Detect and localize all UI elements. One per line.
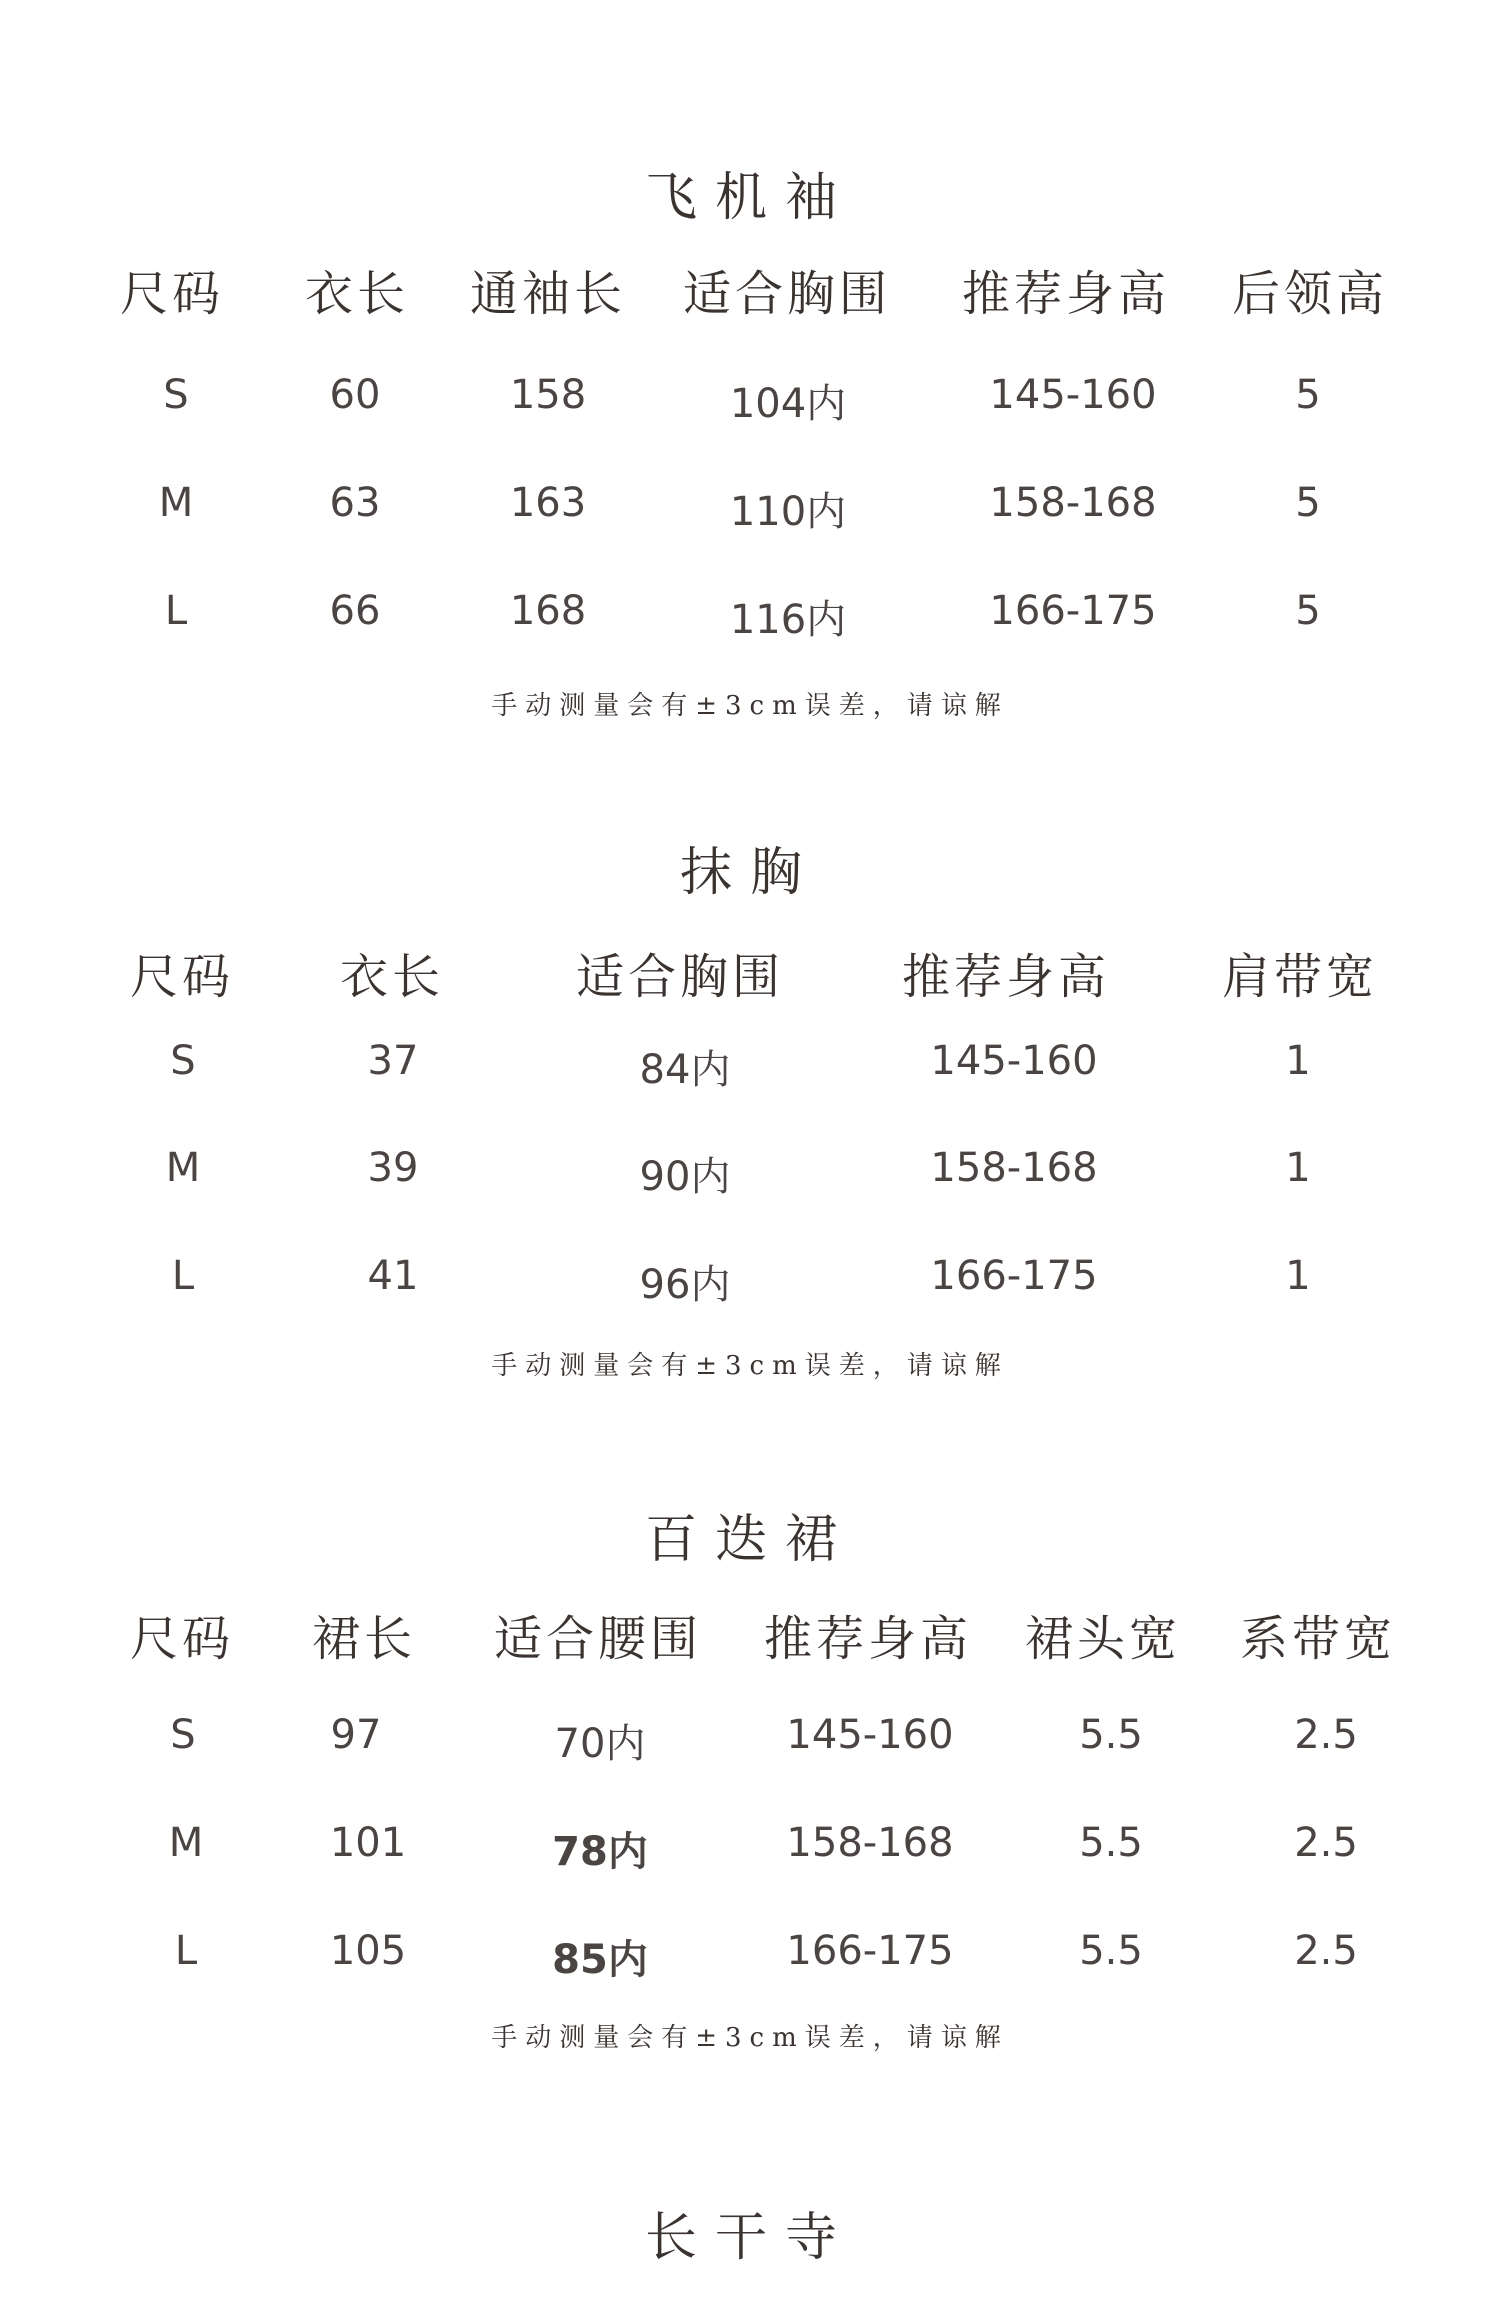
section-title-tube-top: 抹胸 xyxy=(679,843,820,903)
cell-height: 145-160 xyxy=(930,1038,1098,1084)
table-row xyxy=(0,480,1500,540)
header-waist: 适合腰围 xyxy=(493,1611,703,1667)
cell-sleeve-length: 168 xyxy=(509,588,587,634)
header-height: 推荐身高 xyxy=(763,1611,973,1667)
header-length: 衣长 xyxy=(339,949,445,1005)
cell-length: 37 xyxy=(367,1038,419,1084)
header-tie-width: 系带宽 xyxy=(1239,1611,1397,1667)
cell-strap-width: 1 xyxy=(1285,1038,1311,1084)
cell-tie-width: 2.5 xyxy=(1294,1712,1358,1758)
cell-strap-width: 1 xyxy=(1285,1145,1311,1191)
header-strap-width: 肩带宽 xyxy=(1221,949,1379,1005)
table-row xyxy=(0,372,1500,432)
cell-bust: 84内 xyxy=(639,1047,731,1093)
cell-waist: 70内 xyxy=(554,1721,646,1767)
header-height: 推荐身高 xyxy=(961,266,1171,322)
header-height: 推荐身高 xyxy=(901,949,1111,1005)
cell-sleeve-length: 163 xyxy=(509,480,587,526)
cell-waist: 78内 xyxy=(552,1829,648,1875)
header-bust: 适合胸围 xyxy=(682,266,892,322)
table-header-row xyxy=(0,1600,1500,1667)
cell-length: 39 xyxy=(367,1145,419,1191)
cell-height: 145-160 xyxy=(786,1712,954,1758)
cell-size: M xyxy=(168,1820,204,1866)
measurement-note: 手动测量会有±3cm误差，请谅解 xyxy=(491,1351,1009,1381)
cell-waistband-width: 5.5 xyxy=(1079,1928,1143,1974)
cell-skirt-length: 105 xyxy=(329,1928,407,1974)
cell-size: M xyxy=(165,1145,201,1191)
measurement-note: 手动测量会有±3cm误差，请谅解 xyxy=(491,691,1009,721)
cell-size: L xyxy=(171,1253,195,1299)
cell-bust: 96内 xyxy=(639,1262,731,1308)
cell-skirt-length: 97 xyxy=(330,1712,382,1758)
header-collar-height: 后领高 xyxy=(1231,266,1389,322)
cell-size: S xyxy=(170,1038,196,1084)
cell-bust: 104内 xyxy=(729,381,847,427)
header-bust: 适合胸围 xyxy=(575,949,785,1005)
table-header-row xyxy=(0,255,1500,322)
cell-height: 166-175 xyxy=(786,1928,954,1974)
cell-size: S xyxy=(170,1712,196,1758)
cell-height: 158-168 xyxy=(989,480,1157,526)
cell-length: 41 xyxy=(367,1253,419,1299)
cell-skirt-length: 101 xyxy=(329,1820,407,1866)
cell-size: S xyxy=(163,372,189,418)
header-size: 尺码 xyxy=(119,266,225,322)
cell-size: L xyxy=(164,588,188,634)
cell-collar-height: 5 xyxy=(1295,372,1321,418)
cell-collar-height: 5 xyxy=(1295,480,1321,526)
cell-height: 145-160 xyxy=(989,372,1157,418)
table-row xyxy=(0,1928,1500,1988)
section-title-sleeve-top: 飞机袖 xyxy=(644,168,855,228)
header-size: 尺码 xyxy=(129,949,235,1005)
section-title-pleated-skirt: 百迭裙 xyxy=(644,1510,855,1570)
cell-bust: 90内 xyxy=(639,1154,731,1200)
header-size: 尺码 xyxy=(129,1611,235,1667)
table-header-row xyxy=(0,938,1500,1005)
cell-waistband-width: 5.5 xyxy=(1079,1820,1143,1866)
section-title-changgan-temple: 长干寺 xyxy=(644,2208,855,2268)
cell-sleeve-length: 158 xyxy=(509,372,587,418)
cell-length: 60 xyxy=(329,372,381,418)
header-length: 衣长 xyxy=(304,266,410,322)
cell-length: 63 xyxy=(329,480,381,526)
table-row xyxy=(0,1820,1500,1880)
cell-height: 158-168 xyxy=(930,1145,1098,1191)
table-row xyxy=(0,1145,1500,1205)
cell-size: M xyxy=(158,480,194,526)
header-sleeve-length: 通袖长 xyxy=(469,266,627,322)
cell-tie-width: 2.5 xyxy=(1294,1928,1358,1974)
cell-length: 66 xyxy=(329,588,381,634)
measurement-note: 手动测量会有±3cm误差，请谅解 xyxy=(491,2023,1009,2053)
cell-strap-width: 1 xyxy=(1285,1253,1311,1299)
cell-height: 158-168 xyxy=(786,1820,954,1866)
cell-collar-height: 5 xyxy=(1295,588,1321,634)
cell-bust: 110内 xyxy=(729,489,847,535)
header-skirt-length: 裙长 xyxy=(311,1611,417,1667)
cell-size: L xyxy=(174,1928,198,1974)
table-row xyxy=(0,1712,1500,1772)
table-row xyxy=(0,1038,1500,1098)
cell-waist: 85内 xyxy=(552,1937,648,1983)
cell-tie-width: 2.5 xyxy=(1294,1820,1358,1866)
cell-bust: 116内 xyxy=(729,597,847,643)
table-row xyxy=(0,1253,1500,1313)
header-waistband-width: 裙头宽 xyxy=(1024,1611,1182,1667)
cell-waistband-width: 5.5 xyxy=(1079,1712,1143,1758)
cell-height: 166-175 xyxy=(930,1253,1098,1299)
cell-height: 166-175 xyxy=(989,588,1157,634)
table-row xyxy=(0,588,1500,648)
